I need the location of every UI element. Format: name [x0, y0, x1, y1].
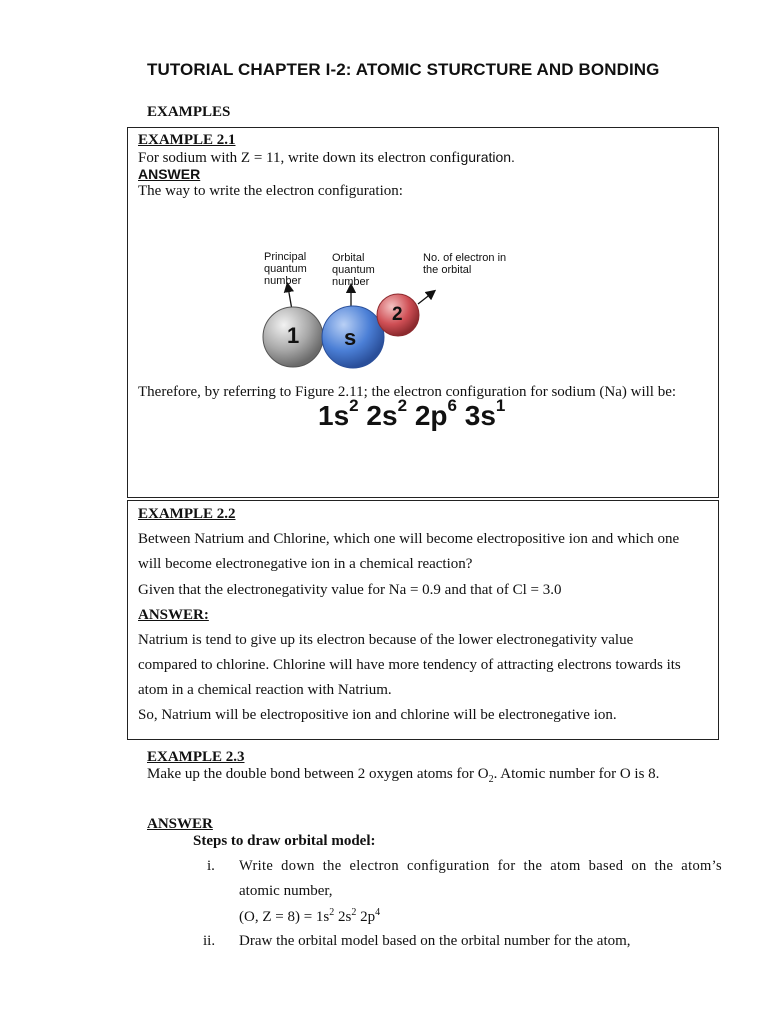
example-2-2-question-line-2: will become electronegative ion in a chemical reaction?	[138, 556, 473, 572]
config-exponent: 1	[495, 396, 506, 415]
label-line: quantum	[264, 263, 307, 275]
step-1-line-2: atomic number,	[239, 883, 333, 899]
page-title: TUTORIAL CHAPTER I-2: ATOMIC STURCTURE AND BONDING	[147, 60, 660, 79]
config-exponent: 2	[397, 396, 408, 415]
example-2-2-answer-line-2: compared to chlorine. Chlorine will have more tendency of attracting electrons towards its	[138, 657, 681, 673]
config-base: 1s	[318, 400, 350, 432]
label-electron-count	[423, 252, 506, 276]
question-text: Make up the double bond between 2 oxygen atoms for O	[147, 766, 489, 782]
example-2-3-answer-label: ANSWER	[147, 816, 213, 832]
config-exponent: 6	[447, 396, 457, 415]
eq-text: (O, Z = 8) = 1s	[239, 909, 330, 925]
label-line: number	[332, 276, 370, 288]
section-heading: EXAMPLES	[147, 104, 231, 120]
example-2-2-answer-line-3: atom in a chemical reaction with Natrium.	[138, 682, 392, 698]
label-line: Principal	[264, 251, 307, 263]
question-part-a: For sodium with Z = 11, write down its electron confi	[138, 150, 461, 166]
example-2-3-question	[147, 766, 659, 785]
example-2-1-intro: The way to write the electron configuration:	[138, 183, 403, 199]
question-part-b: guration.	[460, 149, 515, 165]
steps-title: Steps to draw orbital model:	[193, 833, 376, 849]
example-2-2-answer-line-1: Natrium is tend to give up its electron because of the lower electronegativity value	[138, 632, 634, 648]
ball-orbital-label: s	[344, 325, 357, 350]
example-2-2-given: Given that the electronegativity value for Na = 0.9 and that of Cl = 3.0	[138, 582, 562, 598]
label-line: number	[264, 275, 302, 287]
question-text: . Atomic number for O is 8.	[493, 766, 660, 782]
config-base: 3s	[464, 400, 496, 432]
eq-exponent: 2	[351, 907, 357, 918]
step-2-line-1: Draw the orbital model based on the orbital number for the atom,	[239, 933, 631, 949]
arrow-electron	[418, 293, 432, 304]
sodium-electron-configuration	[318, 396, 506, 432]
example-2-1-question	[138, 149, 515, 167]
step-1-line-1: Write down the electron configuration for the atom based on the atom’s	[239, 858, 723, 874]
config-term-2p	[414, 396, 457, 432]
example-2-2-question-line-1: Between Natrium and Chlorine, which one will become electropositive ion and which one	[138, 531, 680, 547]
label-line: quantum	[332, 264, 375, 276]
step-1-number: i.	[207, 858, 215, 874]
ball-principal-label: 1	[287, 323, 300, 348]
eq-text: 2p	[356, 909, 376, 925]
example-2-3-heading: EXAMPLE 2.3	[147, 749, 245, 765]
example-2-2-heading: EXAMPLE 2.2	[138, 506, 236, 522]
example-2-1-heading: EXAMPLE 2.1	[138, 132, 236, 148]
label-line: the orbital	[423, 264, 472, 276]
ball-electron-label: 2	[392, 304, 403, 325]
label-line: Orbital	[332, 252, 365, 264]
config-base: 2s	[366, 400, 398, 432]
oxygen-configuration	[239, 907, 380, 926]
example-2-2-answer-line-4: So, Natrium will be electropositive ion and chlorine will be electronegative ion.	[138, 707, 617, 723]
step-2-number: ii.	[203, 933, 216, 949]
config-base: 2p	[414, 400, 448, 432]
example-2-1-therefore: Therefore, by referring to Figure 2.11; the electron configuration for sodium (Na) will be:	[138, 384, 677, 400]
config-term-3s	[464, 396, 506, 432]
eq-text: 2s	[334, 909, 352, 925]
example-2-1-answer-label: ANSWER	[138, 166, 201, 182]
question-subscript: 2	[488, 774, 494, 785]
eq-exponent: 4	[375, 907, 381, 918]
config-term-2s	[366, 396, 408, 432]
config-exponent: 2	[349, 396, 359, 415]
config-term-1s	[318, 396, 359, 432]
eq-exponent: 2	[329, 907, 335, 918]
label-line: No. of electron in	[423, 252, 507, 264]
example-2-2-answer-label: ANSWER:	[138, 607, 209, 623]
